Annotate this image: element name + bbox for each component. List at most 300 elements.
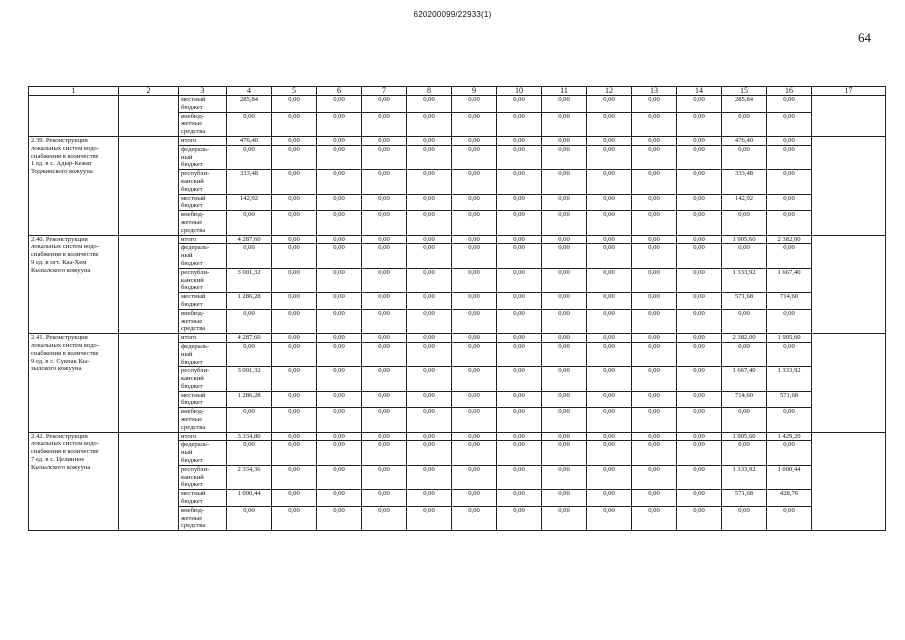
value-cell: 476,40 bbox=[227, 136, 272, 145]
value-cell: 0,00 bbox=[407, 268, 452, 292]
column-2-cell bbox=[119, 334, 179, 433]
value-cell: 0,00 bbox=[677, 490, 722, 507]
value-cell: 0,00 bbox=[632, 112, 677, 136]
value-cell: 0,00 bbox=[227, 112, 272, 136]
value-cell: 0,00 bbox=[452, 235, 497, 244]
value-cell: 0,00 bbox=[677, 145, 722, 169]
value-cell: 0,00 bbox=[272, 194, 317, 211]
funding-source: федераль- ный бюджет bbox=[179, 441, 227, 465]
table-row bbox=[29, 96, 886, 113]
value-cell: 0,00 bbox=[317, 408, 362, 432]
funding-source: местный бюджет bbox=[179, 194, 227, 211]
value-cell: 0,00 bbox=[452, 136, 497, 145]
value-cell: 1 000,44 bbox=[767, 465, 812, 489]
funding-source: итого bbox=[179, 334, 227, 343]
value-cell: 0,00 bbox=[272, 112, 317, 136]
value-cell: 0,00 bbox=[407, 211, 452, 235]
value-cell: 0,00 bbox=[452, 170, 497, 194]
value-cell: 0,00 bbox=[272, 367, 317, 391]
value-cell: 0,00 bbox=[362, 391, 407, 408]
value-cell: 2 334,36 bbox=[227, 465, 272, 489]
column-header: 16 bbox=[767, 87, 812, 96]
value-cell: 0,00 bbox=[587, 268, 632, 292]
funding-source: итого bbox=[179, 432, 227, 441]
value-cell: 0,00 bbox=[632, 334, 677, 343]
value-cell: 1 905,60 bbox=[722, 235, 767, 244]
funding-source: федераль- ный бюджет bbox=[179, 342, 227, 366]
value-cell: 0,00 bbox=[677, 342, 722, 366]
value-cell: 0,00 bbox=[317, 465, 362, 489]
value-cell: 0,00 bbox=[677, 293, 722, 310]
value-cell: 0,00 bbox=[722, 309, 767, 333]
value-cell: 0,00 bbox=[677, 408, 722, 432]
value-cell: 0,00 bbox=[632, 136, 677, 145]
value-cell: 0,00 bbox=[317, 244, 362, 268]
value-cell: 0,00 bbox=[272, 441, 317, 465]
value-cell: 0,00 bbox=[362, 408, 407, 432]
value-cell: 0,00 bbox=[407, 136, 452, 145]
value-cell: 0,00 bbox=[677, 309, 722, 333]
column-header: 12 bbox=[587, 87, 632, 96]
value-cell: 0,00 bbox=[362, 194, 407, 211]
column-header: 17 bbox=[812, 87, 886, 96]
value-cell: 0,00 bbox=[542, 211, 587, 235]
value-cell: 0,00 bbox=[452, 334, 497, 343]
value-cell: 0,00 bbox=[632, 367, 677, 391]
value-cell: 1 333,92 bbox=[767, 367, 812, 391]
value-cell: 0,00 bbox=[272, 506, 317, 530]
value-cell: 0,00 bbox=[722, 506, 767, 530]
table-row bbox=[29, 235, 886, 244]
value-cell: 0,00 bbox=[722, 408, 767, 432]
value-cell: 0,00 bbox=[677, 432, 722, 441]
value-cell: 0,00 bbox=[272, 235, 317, 244]
value-cell: 0,00 bbox=[272, 293, 317, 310]
funding-source: итого bbox=[179, 235, 227, 244]
value-cell: 0,00 bbox=[227, 244, 272, 268]
value-cell: 0,00 bbox=[272, 96, 317, 113]
value-cell: 0,00 bbox=[362, 293, 407, 310]
value-cell: 0,00 bbox=[542, 112, 587, 136]
value-cell: 0,00 bbox=[317, 490, 362, 507]
column-header: 5 bbox=[272, 87, 317, 96]
funding-source: федераль- ный бюджет bbox=[179, 244, 227, 268]
value-cell: 0,00 bbox=[497, 145, 542, 169]
value-cell: 0,00 bbox=[407, 506, 452, 530]
value-cell: 0,00 bbox=[362, 432, 407, 441]
column-header: 4 bbox=[227, 87, 272, 96]
value-cell: 0,00 bbox=[497, 309, 542, 333]
value-cell: 0,00 bbox=[497, 244, 542, 268]
value-cell: 0,00 bbox=[632, 408, 677, 432]
column-2-cell bbox=[119, 432, 179, 531]
value-cell: 0,00 bbox=[677, 391, 722, 408]
value-cell: 0,00 bbox=[497, 391, 542, 408]
value-cell: 285,84 bbox=[722, 96, 767, 113]
value-cell: 0,00 bbox=[722, 342, 767, 366]
funding-source: республи- канский бюджет bbox=[179, 268, 227, 292]
value-cell: 571,68 bbox=[767, 391, 812, 408]
value-cell: 0,00 bbox=[452, 391, 497, 408]
funding-source: внебюд- жетные средства bbox=[179, 506, 227, 530]
value-cell: 0,00 bbox=[677, 465, 722, 489]
value-cell: 0,00 bbox=[542, 441, 587, 465]
value-cell: 0,00 bbox=[272, 334, 317, 343]
value-cell: 0,00 bbox=[317, 342, 362, 366]
value-cell: 0,00 bbox=[407, 293, 452, 310]
value-cell: 0,00 bbox=[317, 506, 362, 530]
value-cell: 0,00 bbox=[407, 391, 452, 408]
value-cell: 0,00 bbox=[317, 112, 362, 136]
value-cell: 0,00 bbox=[587, 170, 632, 194]
table-row bbox=[29, 432, 886, 441]
value-cell: 0,00 bbox=[227, 342, 272, 366]
value-cell: 0,00 bbox=[362, 235, 407, 244]
value-cell: 0,00 bbox=[362, 96, 407, 113]
value-cell: 0,00 bbox=[407, 367, 452, 391]
value-cell: 3 334,80 bbox=[227, 432, 272, 441]
value-cell: 0,00 bbox=[362, 334, 407, 343]
value-cell: 0,00 bbox=[317, 391, 362, 408]
value-cell: 0,00 bbox=[407, 465, 452, 489]
funding-source: республи- канский бюджет bbox=[179, 367, 227, 391]
value-cell: 0,00 bbox=[227, 408, 272, 432]
value-cell: 0,00 bbox=[452, 194, 497, 211]
value-cell: 0,00 bbox=[452, 465, 497, 489]
value-cell: 0,00 bbox=[407, 145, 452, 169]
value-cell: 0,00 bbox=[497, 465, 542, 489]
column-2-cell bbox=[119, 96, 179, 137]
value-cell: 0,00 bbox=[767, 145, 812, 169]
value-cell: 0,00 bbox=[227, 506, 272, 530]
value-cell: 0,00 bbox=[452, 145, 497, 169]
value-cell: 0,00 bbox=[407, 441, 452, 465]
value-cell: 0,00 bbox=[542, 194, 587, 211]
column-header: 2 bbox=[119, 87, 179, 96]
value-cell: 0,00 bbox=[452, 309, 497, 333]
funding-source: республи- канский бюджет bbox=[179, 170, 227, 194]
value-cell: 0,00 bbox=[542, 334, 587, 343]
value-cell: 0,00 bbox=[632, 211, 677, 235]
value-cell: 0,00 bbox=[767, 136, 812, 145]
value-cell: 0,00 bbox=[362, 490, 407, 507]
table-row bbox=[29, 136, 886, 145]
measure-description: 2.41. Реконструкция локальных систем водо- снабжения в количестве 9 ед. в с. Сукпак Кы- зылского кожууна bbox=[29, 334, 119, 433]
value-cell: 0,00 bbox=[407, 96, 452, 113]
value-cell: 0,00 bbox=[677, 244, 722, 268]
column-header: 6 bbox=[317, 87, 362, 96]
value-cell: 0,00 bbox=[677, 268, 722, 292]
value-cell: 0,00 bbox=[497, 268, 542, 292]
funding-table bbox=[28, 86, 886, 531]
value-cell: 0,00 bbox=[227, 441, 272, 465]
value-cell: 0,00 bbox=[452, 432, 497, 441]
value-cell: 0,00 bbox=[497, 334, 542, 343]
value-cell: 0,00 bbox=[362, 342, 407, 366]
value-cell: 0,00 bbox=[317, 170, 362, 194]
value-cell: 0,00 bbox=[272, 170, 317, 194]
value-cell: 0,00 bbox=[632, 391, 677, 408]
value-cell: 1 905,60 bbox=[722, 432, 767, 441]
value-cell: 0,00 bbox=[542, 408, 587, 432]
value-cell: 0,00 bbox=[767, 211, 812, 235]
value-cell: 0,00 bbox=[452, 211, 497, 235]
value-cell: 0,00 bbox=[272, 342, 317, 366]
column-header: 15 bbox=[722, 87, 767, 96]
value-cell: 0,00 bbox=[497, 235, 542, 244]
value-cell: 0,00 bbox=[497, 211, 542, 235]
value-cell: 0,00 bbox=[587, 432, 632, 441]
column-17-cell bbox=[812, 235, 886, 334]
funding-source: местный бюджет bbox=[179, 490, 227, 507]
column-header: 8 bbox=[407, 87, 452, 96]
value-cell: 0,00 bbox=[587, 145, 632, 169]
value-cell: 4 287,60 bbox=[227, 235, 272, 244]
value-cell: 0,00 bbox=[407, 342, 452, 366]
column-header: 7 bbox=[362, 87, 407, 96]
value-cell: 0,00 bbox=[632, 506, 677, 530]
value-cell: 0,00 bbox=[272, 408, 317, 432]
value-cell: 0,00 bbox=[272, 145, 317, 169]
funding-source: внебюд- жетные средства bbox=[179, 112, 227, 136]
value-cell: 0,00 bbox=[632, 465, 677, 489]
value-cell: 0,00 bbox=[452, 112, 497, 136]
value-cell: 0,00 bbox=[677, 367, 722, 391]
value-cell: 0,00 bbox=[452, 342, 497, 366]
value-cell: 0,00 bbox=[452, 490, 497, 507]
value-cell: 0,00 bbox=[542, 490, 587, 507]
value-cell: 0,00 bbox=[587, 441, 632, 465]
value-cell: 0,00 bbox=[542, 465, 587, 489]
value-cell: 2 382,00 bbox=[722, 334, 767, 343]
value-cell: 0,00 bbox=[317, 432, 362, 441]
column-17-cell bbox=[812, 96, 886, 137]
value-cell: 333,48 bbox=[722, 170, 767, 194]
value-cell: 0,00 bbox=[452, 408, 497, 432]
value-cell: 0,00 bbox=[317, 309, 362, 333]
value-cell: 1 286,28 bbox=[227, 391, 272, 408]
value-cell: 0,00 bbox=[677, 96, 722, 113]
value-cell: 0,00 bbox=[362, 268, 407, 292]
value-cell: 0,00 bbox=[767, 342, 812, 366]
value-cell: 0,00 bbox=[497, 506, 542, 530]
value-cell: 476,40 bbox=[722, 136, 767, 145]
value-cell: 0,00 bbox=[362, 136, 407, 145]
value-cell: 0,00 bbox=[767, 441, 812, 465]
funding-source: местный бюджет bbox=[179, 96, 227, 113]
value-cell: 0,00 bbox=[452, 441, 497, 465]
value-cell: 1 667,40 bbox=[767, 268, 812, 292]
value-cell: 0,00 bbox=[317, 293, 362, 310]
column-header: 1 bbox=[29, 87, 119, 96]
value-cell: 0,00 bbox=[722, 145, 767, 169]
column-header: 9 bbox=[452, 87, 497, 96]
value-cell: 0,00 bbox=[587, 194, 632, 211]
value-cell: 714,60 bbox=[722, 391, 767, 408]
value-cell: 0,00 bbox=[362, 112, 407, 136]
value-cell: 0,00 bbox=[497, 367, 542, 391]
column-header: 10 bbox=[497, 87, 542, 96]
value-cell: 571,68 bbox=[722, 293, 767, 310]
value-cell: 0,00 bbox=[632, 441, 677, 465]
value-cell: 0,00 bbox=[632, 235, 677, 244]
value-cell: 1 286,28 bbox=[227, 293, 272, 310]
value-cell: 0,00 bbox=[497, 408, 542, 432]
value-cell: 0,00 bbox=[272, 432, 317, 441]
column-17-cell bbox=[812, 334, 886, 433]
value-cell: 142,92 bbox=[722, 194, 767, 211]
value-cell: 0,00 bbox=[722, 441, 767, 465]
value-cell: 0,00 bbox=[317, 235, 362, 244]
value-cell: 0,00 bbox=[227, 145, 272, 169]
value-cell: 0,00 bbox=[362, 170, 407, 194]
value-cell: 0,00 bbox=[452, 268, 497, 292]
measure-description: 2.39. Реконструкция локальных систем водо- снабжения в количестве 1 ед. в с. Адыр-Кежиг Тоджинского кожууна bbox=[29, 136, 119, 235]
value-cell: 0,00 bbox=[587, 96, 632, 113]
value-cell: 0,00 bbox=[272, 391, 317, 408]
value-cell: 0,00 bbox=[587, 408, 632, 432]
value-cell: 0,00 bbox=[362, 506, 407, 530]
value-cell: 0,00 bbox=[677, 441, 722, 465]
value-cell: 0,00 bbox=[497, 293, 542, 310]
column-17-cell bbox=[812, 432, 886, 531]
value-cell: 0,00 bbox=[632, 342, 677, 366]
value-cell: 0,00 bbox=[407, 244, 452, 268]
value-cell: 0,00 bbox=[677, 334, 722, 343]
value-cell: 0,00 bbox=[542, 235, 587, 244]
value-cell: 0,00 bbox=[272, 211, 317, 235]
value-cell: 0,00 bbox=[407, 408, 452, 432]
value-cell: 0,00 bbox=[407, 112, 452, 136]
column-2-cell bbox=[119, 136, 179, 235]
value-cell: 0,00 bbox=[407, 235, 452, 244]
page-number: 64 bbox=[858, 30, 871, 45]
value-cell: 1 905,60 bbox=[767, 334, 812, 343]
value-cell: 0,00 bbox=[767, 408, 812, 432]
value-cell: 0,00 bbox=[632, 432, 677, 441]
value-cell: 0,00 bbox=[632, 268, 677, 292]
value-cell: 0,00 bbox=[587, 334, 632, 343]
value-cell: 0,00 bbox=[677, 194, 722, 211]
value-cell: 0,00 bbox=[497, 170, 542, 194]
value-cell: 0,00 bbox=[362, 211, 407, 235]
value-cell: 0,00 bbox=[587, 342, 632, 366]
value-cell: 0,00 bbox=[632, 194, 677, 211]
document-id: 620200099/22933(1) bbox=[413, 10, 492, 19]
value-cell: 0,00 bbox=[362, 465, 407, 489]
value-cell: 0,00 bbox=[587, 309, 632, 333]
value-cell: 0,00 bbox=[362, 441, 407, 465]
value-cell: 0,00 bbox=[587, 244, 632, 268]
value-cell: 0,00 bbox=[587, 112, 632, 136]
value-cell: 0,00 bbox=[587, 235, 632, 244]
value-cell: 0,00 bbox=[362, 309, 407, 333]
value-cell: 0,00 bbox=[587, 506, 632, 530]
value-cell: 0,00 bbox=[542, 342, 587, 366]
funding-source: внебюд- жетные средства bbox=[179, 408, 227, 432]
column-header: 13 bbox=[632, 87, 677, 96]
value-cell: 0,00 bbox=[767, 506, 812, 530]
value-cell: 0,00 bbox=[272, 136, 317, 145]
value-cell: 0,00 bbox=[452, 367, 497, 391]
measure-description: 2.40. Реконструкция локальных систем водо- снабжения в количестве 9 ед. в пгт. Каа-Хем Кызылского кожууна bbox=[29, 235, 119, 334]
value-cell: 0,00 bbox=[497, 342, 542, 366]
value-cell: 0,00 bbox=[362, 145, 407, 169]
value-cell: 0,00 bbox=[632, 293, 677, 310]
value-cell: 0,00 bbox=[632, 170, 677, 194]
measure-description bbox=[29, 96, 119, 137]
value-cell: 0,00 bbox=[317, 96, 362, 113]
value-cell: 0,00 bbox=[227, 309, 272, 333]
value-cell: 0,00 bbox=[587, 293, 632, 310]
value-cell: 0,00 bbox=[542, 432, 587, 441]
value-cell: 0,00 bbox=[452, 96, 497, 113]
value-cell: 0,00 bbox=[542, 145, 587, 169]
value-cell: 0,00 bbox=[677, 235, 722, 244]
value-cell: 0,00 bbox=[407, 334, 452, 343]
value-cell: 0,00 bbox=[407, 194, 452, 211]
funding-source: итого bbox=[179, 136, 227, 145]
value-cell: 0,00 bbox=[407, 309, 452, 333]
value-cell: 0,00 bbox=[632, 145, 677, 169]
value-cell: 1 333,92 bbox=[722, 465, 767, 489]
value-cell: 0,00 bbox=[542, 96, 587, 113]
funding-source: федераль- ный бюджет bbox=[179, 145, 227, 169]
value-cell: 0,00 bbox=[452, 293, 497, 310]
value-cell: 0,00 bbox=[497, 136, 542, 145]
value-cell: 0,00 bbox=[722, 211, 767, 235]
value-cell: 0,00 bbox=[272, 268, 317, 292]
value-cell: 0,00 bbox=[497, 490, 542, 507]
value-cell: 3 001,32 bbox=[227, 268, 272, 292]
value-cell: 0,00 bbox=[722, 112, 767, 136]
value-cell: 0,00 bbox=[542, 367, 587, 391]
value-cell: 1 667,40 bbox=[722, 367, 767, 391]
value-cell: 0,00 bbox=[317, 268, 362, 292]
value-cell: 333,48 bbox=[227, 170, 272, 194]
value-cell: 0,00 bbox=[587, 367, 632, 391]
value-cell: 0,00 bbox=[317, 194, 362, 211]
column-header: 14 bbox=[677, 87, 722, 96]
value-cell: 0,00 bbox=[587, 211, 632, 235]
value-cell: 1 429,20 bbox=[767, 432, 812, 441]
value-cell: 0,00 bbox=[767, 96, 812, 113]
value-cell: 0,00 bbox=[452, 506, 497, 530]
value-cell: 1 000,44 bbox=[227, 490, 272, 507]
column-header: 3 bbox=[179, 87, 227, 96]
header-row bbox=[29, 87, 886, 96]
value-cell: 0,00 bbox=[542, 244, 587, 268]
value-cell: 0,00 bbox=[632, 309, 677, 333]
value-cell: 0,00 bbox=[317, 367, 362, 391]
value-cell: 0,00 bbox=[767, 244, 812, 268]
value-cell: 0,00 bbox=[767, 309, 812, 333]
value-cell: 0,00 bbox=[677, 170, 722, 194]
value-cell: 0,00 bbox=[587, 136, 632, 145]
value-cell: 0,00 bbox=[317, 136, 362, 145]
measure-description: 2.42. Реконструкция локальных систем водо- снабжения в количестве 7 ед. в с. Целинное Кызылского кожууна bbox=[29, 432, 119, 531]
value-cell: 3 001,32 bbox=[227, 367, 272, 391]
value-cell: 0,00 bbox=[632, 96, 677, 113]
value-cell: 0,00 bbox=[542, 293, 587, 310]
value-cell: 285,84 bbox=[227, 96, 272, 113]
value-cell: 0,00 bbox=[272, 490, 317, 507]
funding-source: республи- канский бюджет bbox=[179, 465, 227, 489]
value-cell: 0,00 bbox=[407, 432, 452, 441]
value-cell: 0,00 bbox=[317, 145, 362, 169]
value-cell: 571,68 bbox=[722, 490, 767, 507]
value-cell: 0,00 bbox=[542, 268, 587, 292]
